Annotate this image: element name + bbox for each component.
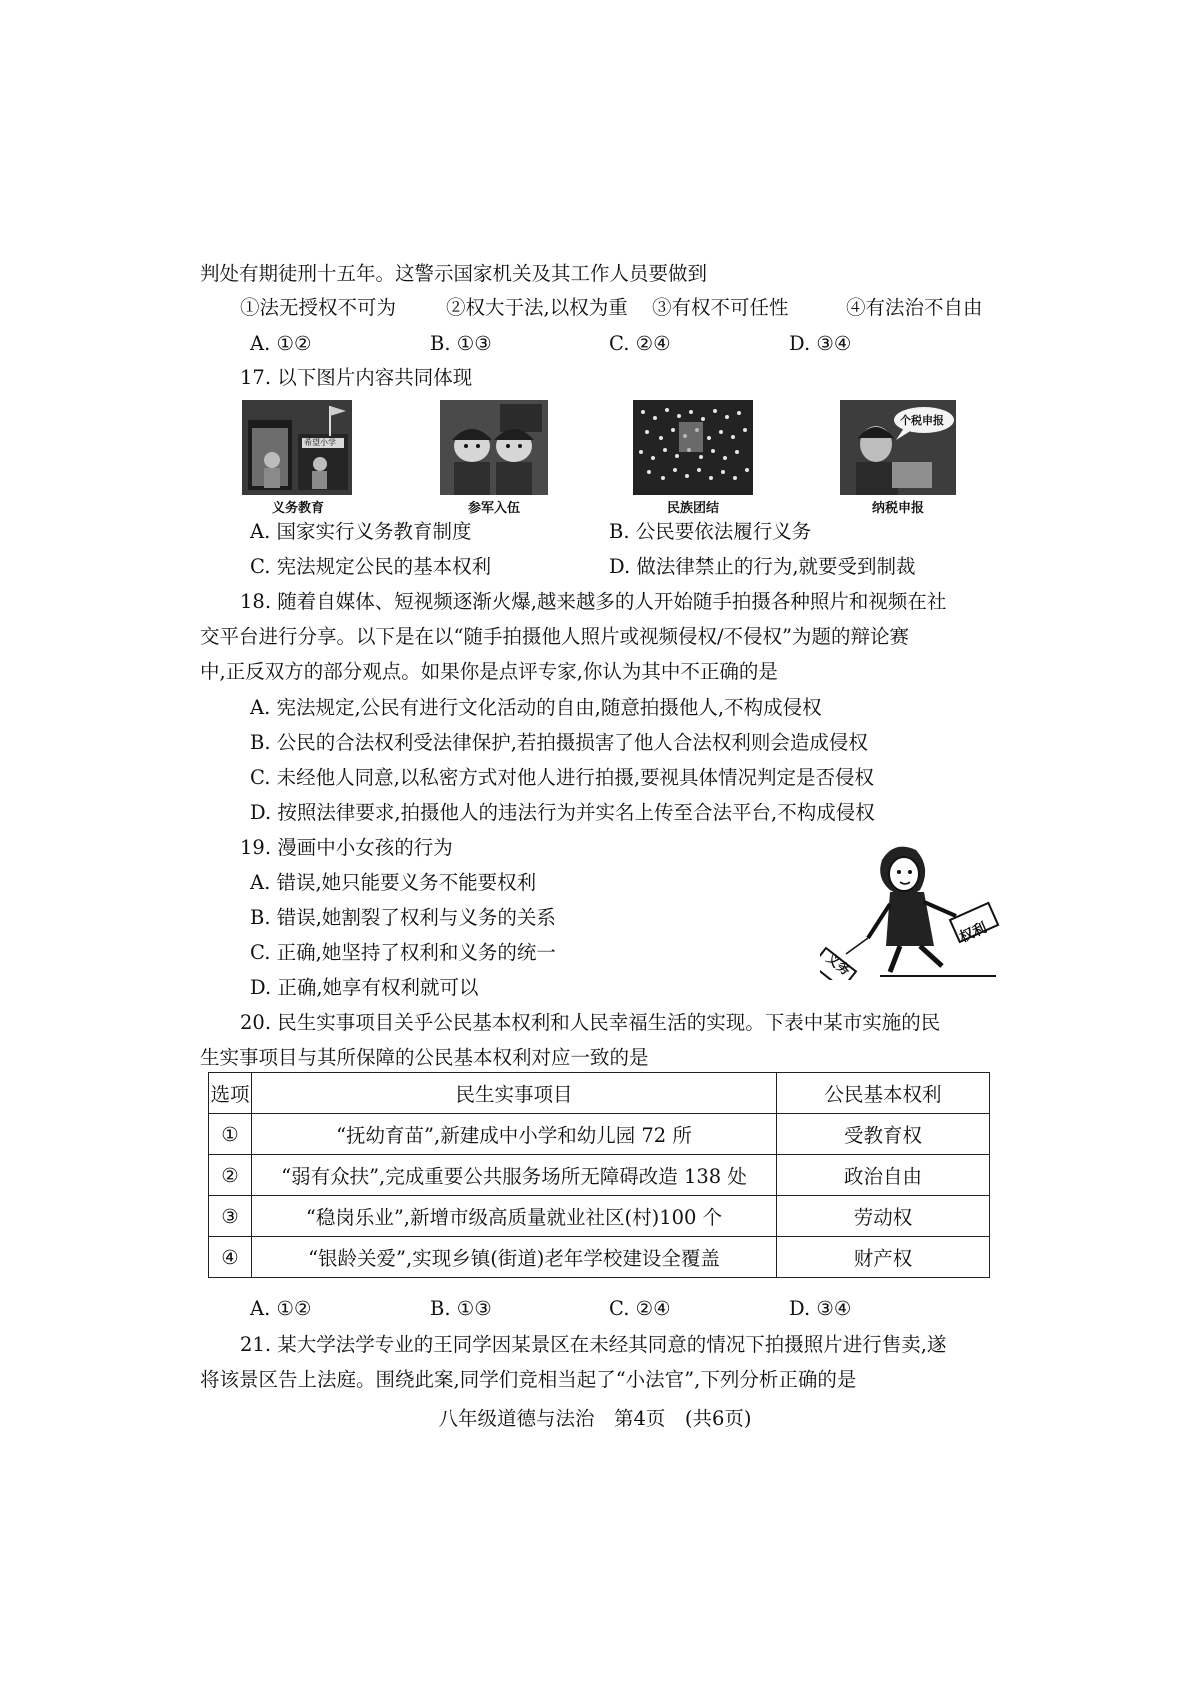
soldiers-image	[440, 400, 548, 495]
q17-stem: 17. 以下图片内容共同体现	[240, 366, 473, 389]
duty-bag-label: 义务	[822, 951, 853, 979]
q19-option-b: B. 错误,她割裂了权利与义务的关系	[250, 906, 556, 929]
q16-statement-3: ③有权不可任性	[652, 296, 789, 319]
q20-option-b: B. ①③	[430, 1297, 492, 1320]
q18-option-b: B. 公民的合法权利受法律保护,若拍摄损害了他人合法权利则会造成侵权	[250, 731, 868, 754]
row-right: 受教育权	[777, 1114, 990, 1155]
q19-option-d: D. 正确,她享有权利就可以	[250, 976, 479, 999]
q16-statement-2: ②权大于法,以权为重	[446, 296, 628, 319]
row-project: “弱有众扶”,完成重要公共服务场所无障碍改造 138 处	[252, 1155, 777, 1196]
caption-ethnic-unity: 民族团结	[666, 501, 719, 516]
table-row	[209, 1114, 990, 1155]
q16-stem-continuation: 判处有期徒刑十五年。这警示国家机关及其工作人员要做到	[200, 262, 708, 285]
header-right: 公民基本权利	[777, 1073, 990, 1114]
header-option: 选项	[209, 1073, 252, 1114]
row-project: “银龄关爱”,实现乡镇(街道)老年学校建设全覆盖	[252, 1237, 777, 1278]
page-footer: 八年级道德与法治 第4页 (共6页)	[438, 1407, 752, 1430]
row-option: ②	[209, 1155, 252, 1196]
q20-stem-line-2: 生实事项目与其所保障的公民基本权利对应一致的是	[200, 1046, 649, 1069]
q18-option-c: C. 未经他人同意,以私密方式对他人进行拍摄,要视具体情况判定是否侵权	[250, 766, 875, 789]
crowd-image	[633, 400, 753, 495]
q21-stem-line-1: 21. 某大学法学专业的王同学因某景区在未经其同意的情况下拍摄照片进行售卖,遂	[240, 1333, 947, 1356]
tax-speech-bubble: 个税申报	[900, 414, 944, 427]
q19-stem: 19. 漫画中小女孩的行为	[240, 836, 453, 859]
q20-stem-line-1: 20. 民生实事项目关乎公民基本权利和人民幸福生活的实现。下表中某市实施的民	[240, 1011, 941, 1034]
q18-stem-line-2: 交平台进行分享。以下是在以“随手拍摄他人照片或视频侵权/不侵权”为题的辩论赛	[200, 625, 910, 648]
table-row	[209, 1237, 990, 1278]
header-project: 民生实事项目	[252, 1073, 777, 1114]
tax-image	[840, 400, 956, 495]
row-right: 政治自由	[777, 1155, 990, 1196]
q19-option-c: C. 正确,她坚持了权利和义务的统一	[250, 941, 556, 964]
table-row	[209, 1196, 990, 1237]
caption-tax-declaration: 纳税申报	[871, 501, 924, 516]
q18-option-d: D. 按照法律要求,拍摄他人的违法行为并实名上传至合法平台,不构成侵权	[250, 801, 875, 824]
q20-option-d: D. ③④	[789, 1297, 852, 1320]
livelihood-projects-table	[208, 1072, 990, 1278]
q18-option-a: A. 宪法规定,公民有进行文化活动的自由,随意拍摄他人,不构成侵权	[250, 696, 822, 719]
row-project: “抚幼育苗”,新建成中小学和幼儿园 72 所	[252, 1114, 777, 1155]
row-right: 劳动权	[777, 1196, 990, 1237]
q18-stem-line-1: 18. 随着自媒体、短视频逐渐火爆,越来越多的人开始随手拍摄各种照片和视频在社	[240, 590, 947, 613]
q20-option-c: C. ②④	[609, 1297, 671, 1320]
q17-option-d: D. 做法律禁止的行为,就要受到制裁	[609, 555, 916, 578]
table-header-row	[209, 1073, 990, 1114]
row-project: “稳岗乐业”,新增市级高质量就业社区(村)100 个	[252, 1196, 777, 1237]
q17-option-b: B. 公民要依法履行义务	[609, 520, 812, 543]
q16-option-a: A. ①②	[250, 332, 312, 355]
caption-compulsory-education: 义务教育	[271, 501, 324, 516]
q18-stem-line-3: 中,正反双方的部分观点。如果你是点评专家,你认为其中不正确的是	[200, 660, 778, 683]
row-right: 财产权	[777, 1237, 990, 1278]
q17-option-c: C. 宪法规定公民的基本权利	[250, 555, 492, 578]
row-option: ③	[209, 1196, 252, 1237]
q19-option-a: A. 错误,她只能要义务不能要权利	[250, 871, 537, 894]
row-option: ①	[209, 1114, 252, 1155]
school-gate-image	[242, 400, 352, 495]
q20-option-a: A. ①②	[250, 1297, 312, 1320]
q16-option-b: B. ①③	[430, 332, 492, 355]
row-option: ④	[209, 1237, 252, 1278]
q16-statement-1: ①法无授权不可为	[240, 296, 397, 319]
q16-statement-4: ④有法治不自由	[846, 296, 983, 319]
girl-cartoon-image	[820, 838, 1000, 980]
q16-option-d: D. ③④	[789, 332, 852, 355]
school-sign: 希望小学	[304, 438, 336, 447]
right-bag-label: 权利	[957, 919, 990, 946]
table-row	[209, 1155, 990, 1196]
caption-enlistment: 参军入伍	[467, 501, 520, 516]
q16-option-c: C. ②④	[609, 332, 671, 355]
q21-stem-line-2: 将该景区告上法庭。围绕此案,同学们竞相当起了“小法官”,下列分析正确的是	[200, 1368, 857, 1391]
q17-option-a: A. 国家实行义务教育制度	[250, 520, 472, 543]
